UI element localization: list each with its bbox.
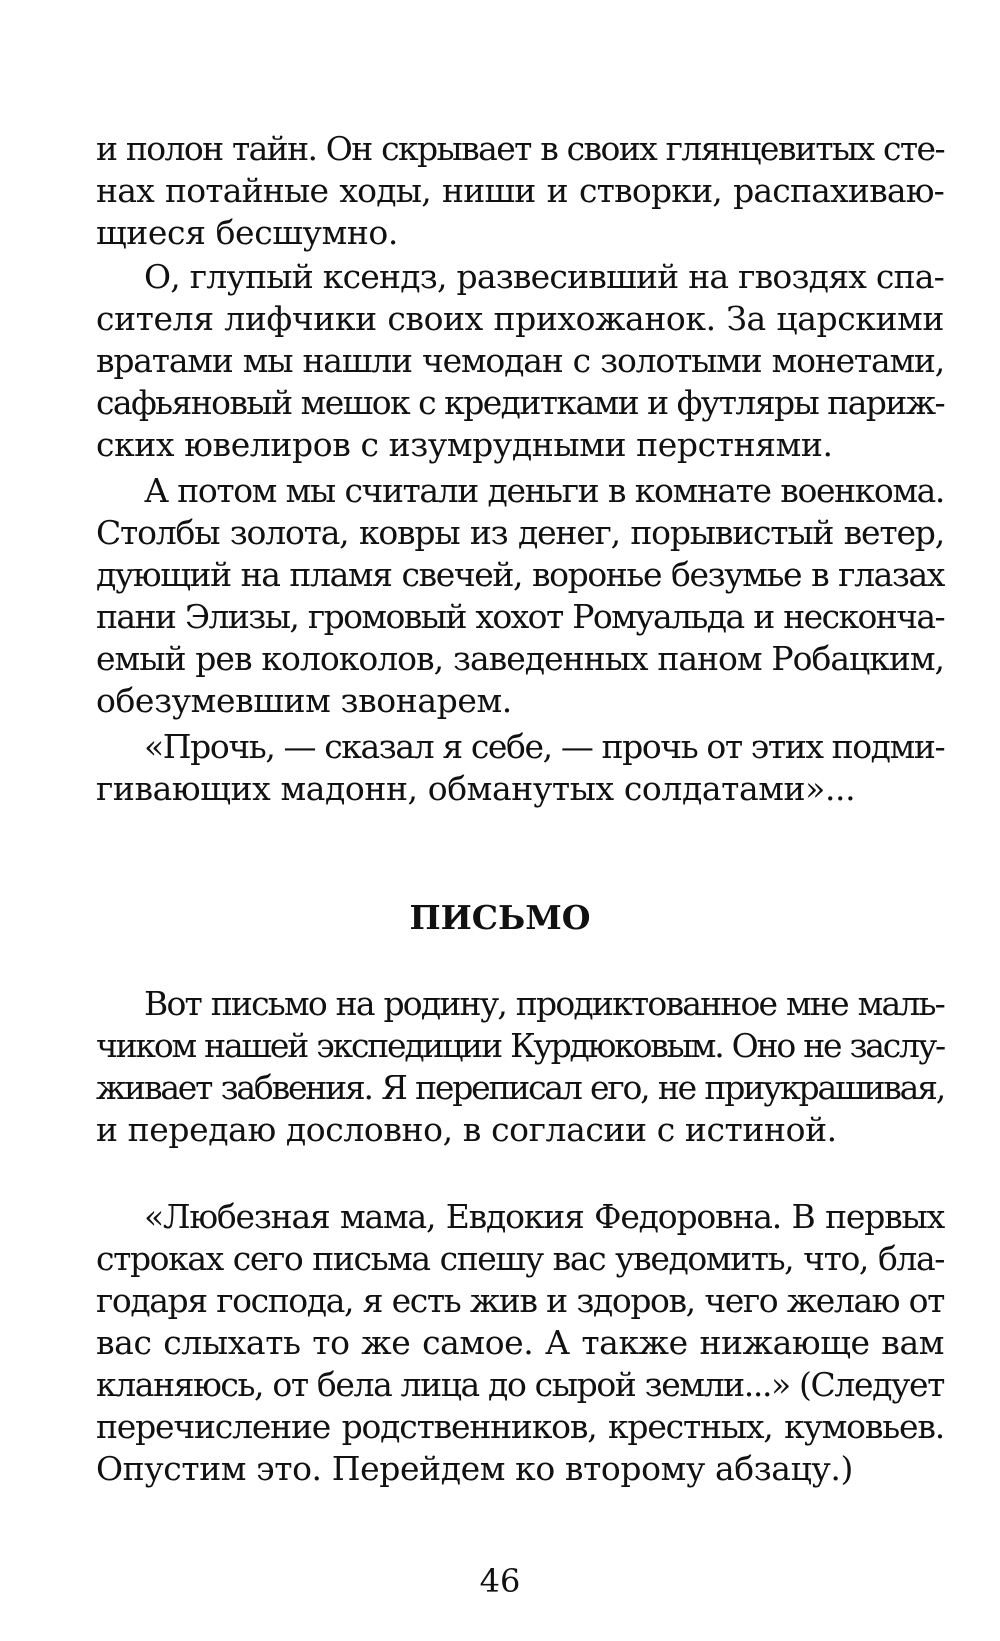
text-line: кланяюсь, от бела лица до сырой земли...» (Следует [96,1365,944,1404]
text-line: и полон тайн. Он скрывает в своих глянцевитых сте- [96,129,944,168]
text-line: и передаю дословно, в согласии с истиной. [96,1110,837,1149]
text-line: ских ювелиров с изумрудными перстнями. [96,425,833,464]
text-line: «Любезная мама, Евдокия Федоровна. В первых [144,1197,944,1236]
text-line: Опустим это. Перейдем ко второму абзацу.) [96,1449,853,1488]
paragraph [96,470,944,722]
text-line: О, глупый ксендз, развесивший на гвоздях спа- [144,257,944,296]
intro-paragraph [96,983,944,1151]
text-line: вас слыхать то же самое. А также нижающе вам [96,1323,944,1362]
text-line: гивающих мадонн, обманутых солдатами»... [96,769,856,808]
text-line: дующий на пламя свечей, воронье безумье в глазах [96,555,944,594]
text-line: «Прочь, — сказал я себе, — прочь от этих подми- [144,727,945,766]
text-line: Вот письмо на родину, продиктованное мне маль- [144,984,944,1023]
text-line: вратами мы нашли чемодан с золотыми монетами, [96,341,944,380]
text-line: строках сего письма спешу вас уведомить, что, бла- [96,1239,944,1278]
text-line: Столбы золота, ковры из денег, порывистый ветер, [96,513,944,552]
page-number: 46 [479,1562,521,1600]
paragraph [96,256,944,466]
text-line: чиком нашей экспедиции Курдюковым. Оно не заслу- [96,1026,944,1065]
text-line: емый рев колоколов, заведенных паном Робацким, [96,639,944,678]
paragraph [96,726,944,810]
text-line: перечисление родственников, крестных, кумовьев. [96,1407,944,1446]
text-line: обезумевшим звонарем. [96,681,512,720]
letter-paragraph [96,1196,944,1490]
text-line: живает забвения. Я переписал его, не приукрашивая, [96,1068,944,1107]
section-title: ПИСЬМО [409,898,591,937]
text-line: нах потайные ходы, ниши и створки, распахиваю- [96,171,944,210]
text-line: годаря господа, я есть жив и здоров, чего желаю от [96,1281,944,1320]
paragraph [96,128,944,254]
text-line: А потом мы считали деньги в комнате военкома. [144,471,944,510]
text-line: сителя лифчики своих прихожанок. За царскими [96,299,944,338]
text-line: щиеся бесшумно. [96,213,398,252]
text-line: пани Элизы, громовый хохот Ромуальда и несконча- [96,597,944,636]
text-line: сафьяновый мешок с кредитками и футляры париж- [96,383,944,422]
